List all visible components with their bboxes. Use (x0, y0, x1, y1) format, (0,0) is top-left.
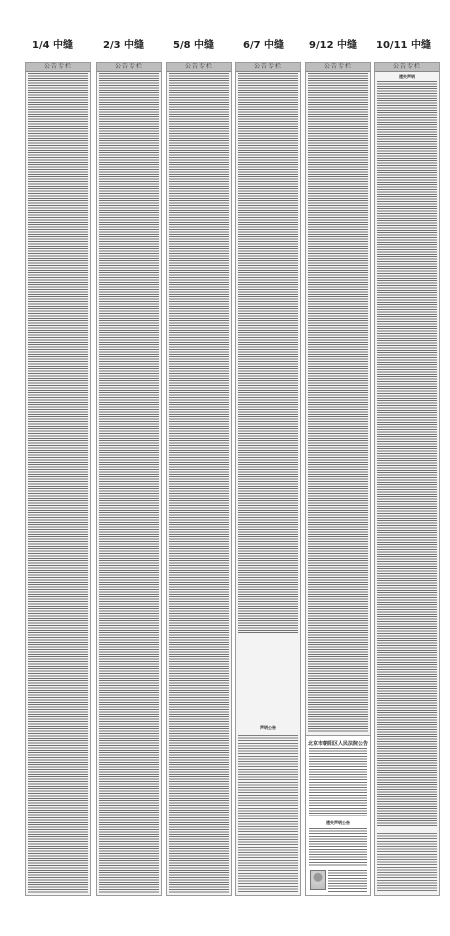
column-text-block (99, 73, 159, 893)
column-header: 公告专栏 (97, 63, 161, 72)
notice-text (309, 828, 367, 866)
column-header: 公告专栏 (375, 63, 439, 72)
gutter-column-10-11 (374, 62, 440, 896)
court-notice-text (309, 748, 367, 816)
court-notice-box (306, 735, 370, 896)
column-text-block (169, 73, 229, 893)
gutter-column-5-8 (166, 62, 232, 896)
column-text-block (377, 833, 437, 893)
column-label-10-11: 10/11 中缝 (376, 40, 431, 51)
person-photo (310, 870, 326, 890)
court-notice-title: 北京市朝阳区人民法院公告 (307, 741, 368, 747)
column-header: 公告专栏 (26, 63, 90, 72)
gutter-column-9-12 (305, 62, 371, 896)
column-header: 公告专栏 (167, 63, 231, 72)
column-label-9-12: 9/12 中缝 (309, 40, 358, 51)
column-text-block (308, 73, 368, 733)
section-subtitle: 遗失声明 (375, 74, 439, 80)
notice-text (328, 870, 367, 892)
column-label-1-4: 1/4 中缝 (32, 40, 74, 51)
column-header: 公告专栏 (236, 63, 300, 72)
gutter-column-1-4 (25, 62, 91, 896)
column-header: 公告专栏 (306, 63, 370, 72)
column-label-6-7: 6/7 中缝 (243, 40, 285, 51)
column-text-block (377, 81, 437, 827)
section-subtitle: 声明公告 (236, 725, 300, 731)
column-label-2-3: 2/3 中缝 (103, 40, 145, 51)
gutter-column-6-7 (235, 62, 301, 896)
column-text-block (28, 73, 88, 893)
gutter-column-2-3 (96, 62, 162, 896)
notice-subtitle: 遗失声明公告 (306, 820, 370, 826)
column-text-block (238, 73, 298, 633)
column-label-5-8: 5/8 中缝 (173, 40, 215, 51)
column-text-block (238, 735, 298, 893)
